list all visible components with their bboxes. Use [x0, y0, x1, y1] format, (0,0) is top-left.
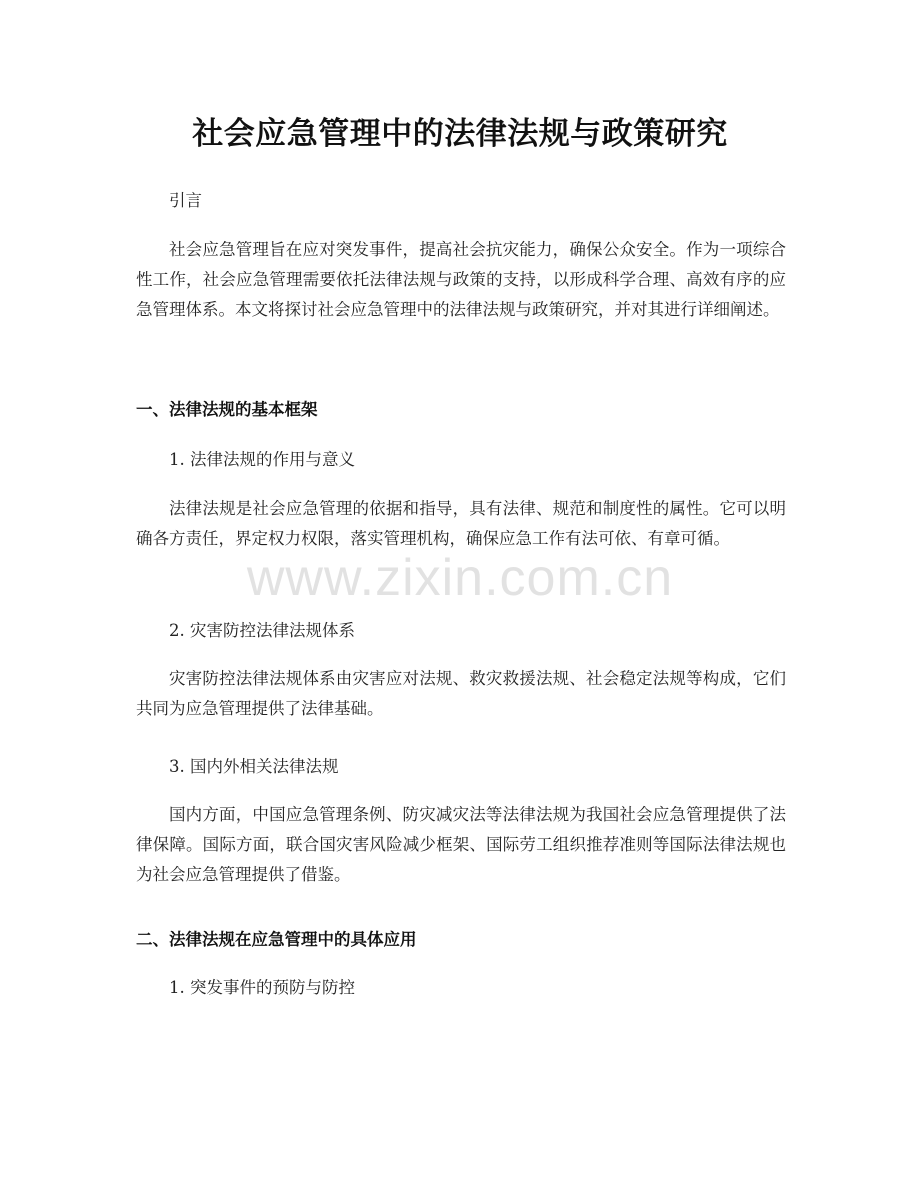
- intro-paragraph: 社会应急管理旨在应对突发事件，提高社会抗灾能力，确保公众安全。作为一项综合性工作，社会应急管理需要依托法律法规与政策的支持，以形成科学合理、高效有序的应急管理体系。本文将探讨社会应急管理中的法律法规与政策研究，并对其进行详细阐述。: [136, 240, 786, 319]
- watermark: www.zixin.com.cn: [246, 549, 674, 607]
- intro-label: 引言: [169, 191, 202, 210]
- document-title: 社会应急管理中的法律法规与政策研究: [192, 116, 728, 152]
- section1-sub3-title: 3. 国内外相关法律法规: [169, 757, 339, 776]
- section1-sub1-title: 1. 法律法规的作用与意义: [169, 450, 355, 469]
- section1-heading: 一、法律法规的基本框架: [136, 400, 318, 419]
- section1-sub1-text: 法律法规是社会应急管理的依据和指导，具有法律、规范和制度性的属性。它可以明确各方责任，界定权力权限，落实管理机构，确保应急工作有法可依、有章可循。: [136, 499, 786, 548]
- section1-sub3-text: 国内方面，中国应急管理条例、防灾减灾法等法律法规为我国社会应急管理提供了法律保障。国际方面，联合国灾害风险减少框架、国际劳工组织推荐准则等国际法律法规也为社会应急管理提供了借鉴。: [136, 805, 786, 884]
- section2-sub1-title: 1. 突发事件的预防与防控: [169, 978, 355, 997]
- section2-heading: 二、法律法规在应急管理中的具体应用: [136, 930, 417, 949]
- section1-sub2-text: 灾害防控法律法规体系由灾害应对法规、救灾救援法规、社会稳定法规等构成，它们共同为应急管理提供了法律基础。: [136, 669, 786, 718]
- section1-sub2-title: 2. 灾害防控法律法规体系: [169, 621, 355, 640]
